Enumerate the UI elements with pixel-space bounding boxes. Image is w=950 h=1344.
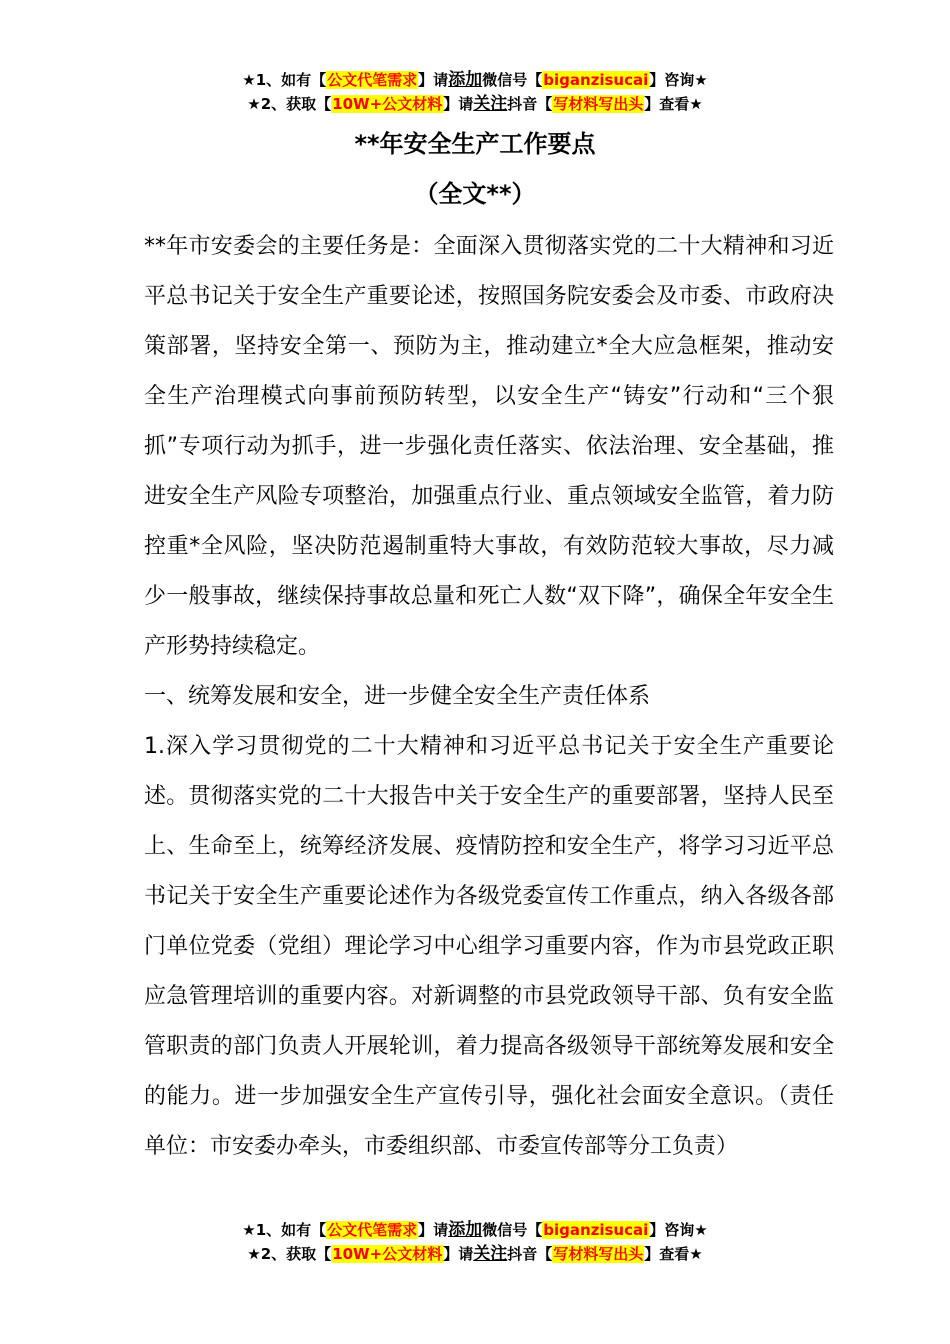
document-body — [144, 222, 834, 1172]
document-title: **年安全生产工作要点 — [354, 130, 596, 158]
highlight-wechat-id: biganzisucai — [543, 71, 649, 89]
item-paragraph-1: 1.深入学习贯彻党的二十大精神和习近平总书记关于安全生产重要论述。贯彻落实党的二十大报告中关于安全生产的重要部署，坚持人民至上、生命至上，统筹经济发展、疫情防控和安全生产，将学习习近平总书记关于安全生产重要论述作为各级党委宣传工作重点，纳入各级各部门单位党委（党组）理论学习中心组学习重要内容，作为市县党政正职应急管理培训的重要内容。对新调整的市县党政领导干部、负有安全监管职责的部门负责人开展轮训，着力提高各级领导干部统筹发展和安全的能力。进一步加强安全生产宣传引导，强化社会面安全意识。（责任单位：市安委办牵头，市委组织部、市委宣传部等分工负责） — [144, 734, 834, 1159]
highlight-douyin-account: 写材料写出头 — [553, 95, 644, 113]
highlight-service: 公文代笔需求 — [327, 1221, 418, 1239]
document-subtitle: （全文**） — [414, 180, 536, 208]
intro-paragraph: **年市安委会的主要任务是：全面深入贯彻落实党的二十大精神和习近平总书记关于安全生产重要论述，按照国务院安委会及市委、市政府决策部署，坚持安全第一、预防为主，推动建立*全大应急框架，推动安全生产治理模式向事前预防转型，以安全生产“铸安”行动和“三个狠抓”专项行动为抓手，进一步强化责任落实、依法治理、安全基础，推进安全生产风险专项整治，加强重点行业、重点领域安全监管，着力防控重*全风险，坚决防范遏制重特大事故，有效防范较大事故，尽力减少一般事故，继续保持事故总量和死亡人数“双下降”，确保全年安全生产形势持续稳定。 — [144, 234, 834, 659]
promo-line-2: ★2、获取【10W+公文材料】请关注抖音【写材料写出头】查看★ — [247, 94, 703, 114]
promo-line-2: ★2、获取【10W+公文材料】请关注抖音【写材料写出头】查看★ — [247, 1244, 703, 1264]
highlight-service: 公文代笔需求 — [327, 71, 418, 89]
promo-line-1: ★1、如有【公文代笔需求】请添加微信号【biganzisucai】咨询★ — [242, 1220, 708, 1240]
highlight-wechat-id: biganzisucai — [543, 1221, 649, 1239]
highlight-materials: 10W+公文材料 — [332, 1245, 443, 1263]
promo-line-1: ★1、如有【公文代笔需求】请添加微信号【biganzisucai】咨询★ — [242, 70, 708, 90]
section-heading-1: 一、统筹发展和安全，进一步健全安全生产责任体系 — [144, 684, 651, 709]
highlight-materials: 10W+公文材料 — [332, 95, 443, 113]
promo-banner-bottom — [0, 1218, 950, 1266]
highlight-douyin-account: 写材料写出头 — [553, 1245, 644, 1263]
promo-banner-top — [0, 68, 950, 116]
